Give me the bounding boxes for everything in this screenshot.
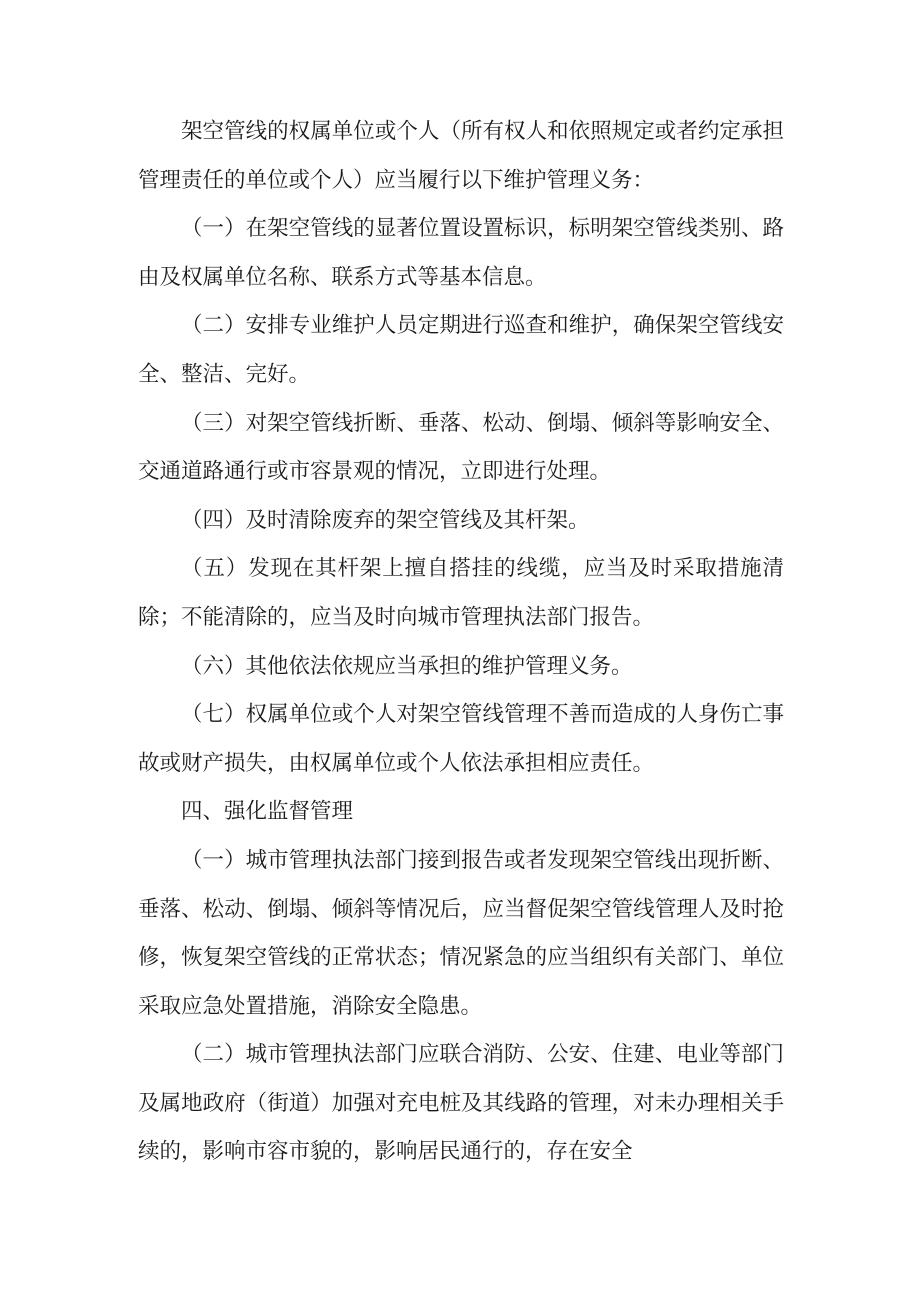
paragraph-item-3: （三）对架空管线折断、垂落、松动、倒塌、倾斜等影响安全、交通道路通行或市容景观的情况，立即进行处理。: [138, 410, 784, 485]
section-heading: 四、强化监督管理: [181, 799, 354, 825]
paragraph-section-item-2: （二）城市管理执法部门应联合消防、公安、住建、电业等部门及属地政府（街道）加强对充电桩及其线路的管理，对未办理相关手续的，影响市容市貌的，影响居民通行的，存在安全: [138, 1042, 784, 1165]
paragraph-section-item-1: （一）城市管理执法部门接到报告或者发现架空管线出现折断、垂落、松动、倒塌、倾斜等情况后，应当督促架空管线管理人及时抢修，恢复架空管线的正常状态；情况紧急的应当组织有关部门、单位采取应急处置措施，消除安全隐患。: [138, 847, 784, 1019]
paragraph-item-2: （二）安排专业维护人员定期进行巡查和维护，确保架空管线安全、整洁、完好。: [138, 313, 784, 387]
paragraph-item-1: （一）在架空管线的显著位置设置标识，标明架空管线类别、路由及权属单位名称、联系方式等基本信息。: [138, 216, 784, 290]
paragraph-item-5: （五）发现在其杆架上擅自搭挂的线缆，应当及时采取措施清除；不能清除的，应当及时向城市管理执法部门报告。: [138, 556, 784, 630]
document-body: [138, 108, 784, 1177]
paragraph-item-6: （六）其他依法依规应当承担的维护管理义务。: [181, 653, 633, 679]
paragraph-intro: 架空管线的权属单位或个人（所有权人和依照规定或者约定承担管理责任的单位或个人）应当履行以下维护管理义务：: [138, 119, 784, 193]
paragraph-item-7: （七）权属单位或个人对架空管线管理不善而造成的人身伤亡事故或财产损失，由权属单位或个人依法承担相应责任。: [138, 702, 784, 776]
paragraph-item-4: （四）及时清除废弃的架空管线及其杆架。: [181, 507, 590, 533]
